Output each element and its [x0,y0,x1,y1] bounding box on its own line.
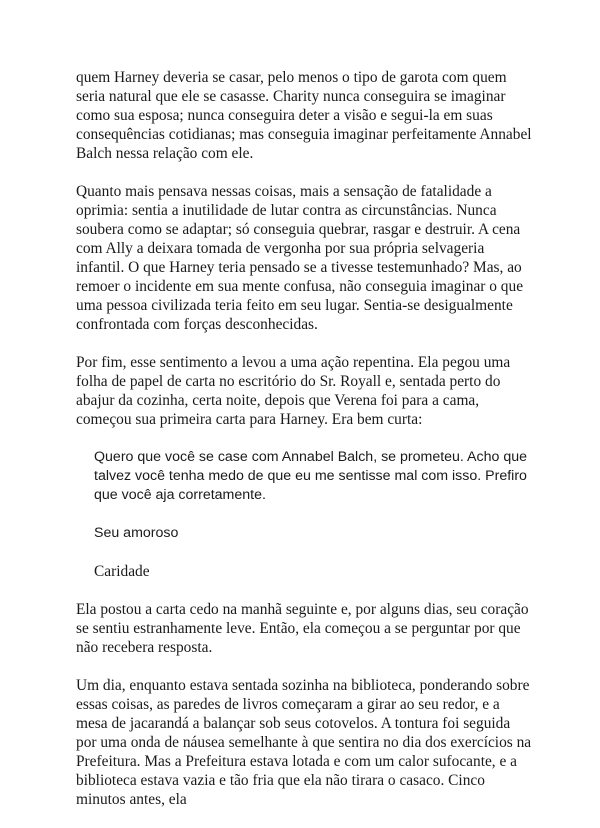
paragraph-2: Quanto mais pensava nessas coisas, mais a sensação de fatalidade a oprimia: sentia a inutilidade de lutar contra as circunstâncias. Nunca soubera como se adaptar; só conseguia quebrar, rasgar e destruir. A cena com Ally a deixara tomada de vergonha por sua própria selvageria infantil. O que Harney teria pensado se a tivesse testemunhado? Mas, ao remoer o incidente em sua mente confusa, não conseguia imaginar o que uma pessoa civilizada teria feito em seu lugar. Sentia-se desigualmente confrontada com forças desconhecidas. [76,183,524,333]
letter-closing: Seu amoroso [94,525,179,541]
paragraph-5: Um dia, enquanto estava sentada sozinha na biblioteca, ponderando sobre essas coisas, as paredes de livros começaram a girar ao seu redor, e a mesa de jacarandá a balançar sob seus cotovelos. A tontura foi seguida por uma onda de náusea semelhante à que sentira no dia dos exercícios na Prefeitura. Mas a Prefeitura estava lotada e com um calor sufocante, e a biblioteca estava vazia e tão fria que ela não tirara o casaco. Cinco minutos antes, ela [76,677,532,808]
paragraph-1: quem Harney deveria se casar, pelo menos o tipo de garota com quem seria natural que ele se casasse. Charity nunca conseguira se imaginar como sua esposa; nunca conseguira deter a visão e segui-la em suas consequências cotidianas; mas conseguia imaginar perfeitamente Annabel Balch nessa relação com ele. [76,69,532,162]
paragraph-3: Por fim, esse sentimento a levou a uma ação repentina. Ela pegou uma folha de papel de carta no escritório do Sr. Royall e, sentada perto do abajur da cozinha, certa noite, depois que Verena foi para a cama, começou sua primeira carta para Harney. Era bem curta: [76,354,511,428]
document-page [76,68,534,828]
paragraph-4: Ela postou a carta cedo na manhã seguinte e, por alguns dias, seu coração se sentiu estranhamente leve. Então, ela começou a se perguntar por que não recebera resposta. [76,601,529,656]
letter-quote [94,448,534,543]
letter-signature: Caridade [94,563,150,580]
letter-body: Quero que você se case com Annabel Balch, se prometeu. Acho que talvez você tenha medo de que eu me sentisse mal com isso. Prefiro que você aja corretamente. [94,449,527,503]
